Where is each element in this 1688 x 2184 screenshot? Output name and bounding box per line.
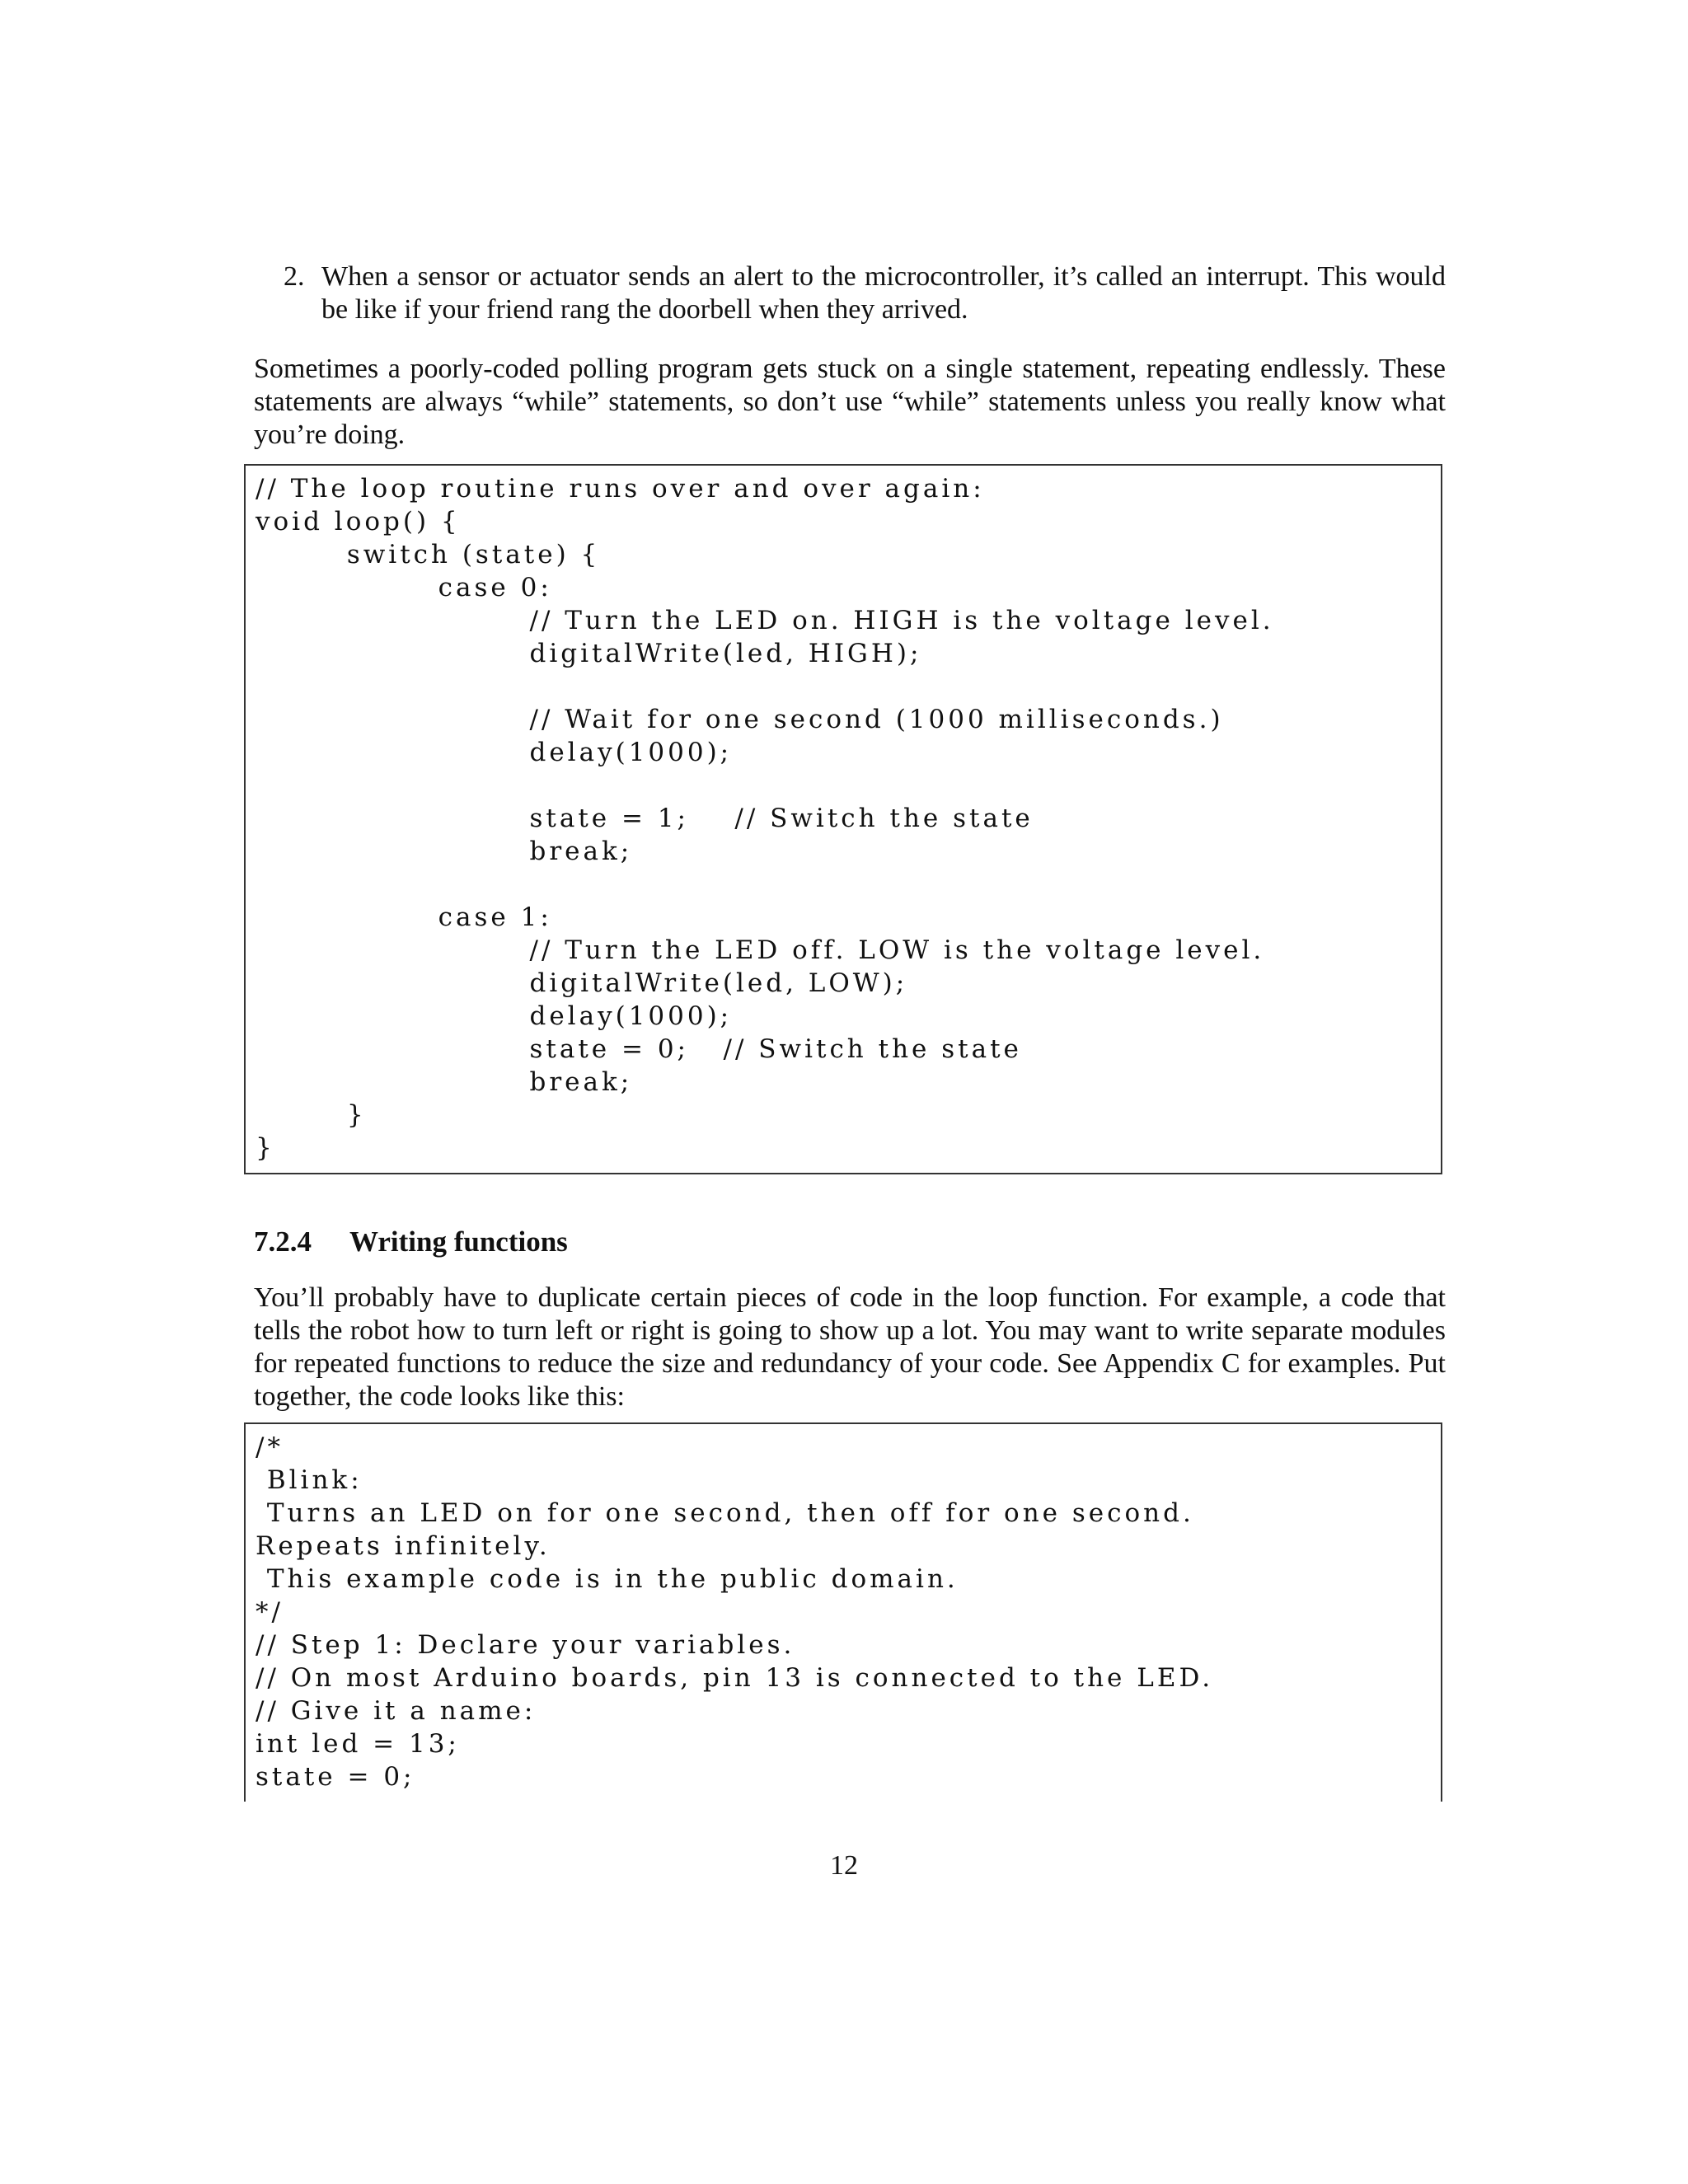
paragraph-writing-functions: You’ll probably have to duplicate certain pieces of code in the loop function. For example, a code that tells the robot how to turn left or right is going to show up a lot. You may want to write separate modules for repeated functions to reduce the size and redundancy of your code. See Appendix C for examples. Put together, the code looks like this:: [254, 1282, 1446, 1412]
code-block-blink: [244, 1422, 1442, 1802]
code-line: delay(1000);: [256, 1001, 733, 1031]
code-line: Repeats infinitely.: [256, 1531, 551, 1561]
code-line: case 1:: [256, 902, 552, 932]
code-line: break;: [256, 837, 633, 866]
code-line: // Turn the LED off. LOW is the voltage level.: [256, 935, 1265, 965]
code-line: Turns an LED on for one second, then off for one second.: [256, 1498, 1194, 1528]
code-line: // Give it a name:: [256, 1696, 537, 1726]
code-line: switch (state) {: [256, 540, 601, 569]
code-line: // Step 1: Declare your variables.: [256, 1630, 795, 1660]
code-line: /*: [256, 1432, 284, 1462]
page-number: 12: [830, 1850, 858, 1881]
list-item-number: 2.: [284, 261, 305, 292]
code-line: Blink:: [256, 1465, 363, 1495]
code-lines: [256, 472, 1274, 1165]
code-block-loop: [244, 464, 1442, 1174]
code-line: */: [256, 1597, 284, 1627]
code-line: state = 0; // Switch the state: [256, 1034, 1022, 1064]
code-line: state = 0;: [256, 1762, 415, 1792]
code-line: int led = 13;: [256, 1729, 460, 1759]
section-heading: [254, 1226, 568, 1258]
paragraph-polling-warning: Sometimes a poorly-coded polling program gets stuck on a single statement, repeating endlessly. These statements are always “while” statements, so don’t use “while” statements unless you really know what you’re doing.: [254, 354, 1446, 450]
code-line: // On most Arduino boards, pin 13 is connected to the LED.: [256, 1663, 1214, 1693]
code-line: // Wait for one second (1000 milliseconds.): [256, 705, 1224, 734]
code-line: [256, 670, 1274, 703]
code-line: This example code is in the public domain.: [256, 1564, 959, 1594]
code-line: void loop() {: [256, 507, 461, 537]
code-line: case 0:: [256, 573, 552, 602]
code-line: // Turn the LED on. HIGH is the voltage level.: [256, 606, 1274, 635]
section-number: 7.2.4: [254, 1226, 312, 1258]
section-title: Writing functions: [349, 1226, 568, 1258]
code-line: digitalWrite(led, HIGH);: [256, 639, 922, 668]
numbered-list-item: [284, 260, 1446, 326]
code-line: [256, 868, 1274, 901]
code-line: break;: [256, 1067, 633, 1097]
code-line: // The loop routine runs over and over again:: [256, 474, 985, 504]
code-line: }: [256, 1100, 367, 1130]
code-line: }: [256, 1133, 275, 1163]
code-lines: [256, 1431, 1213, 1793]
code-line: state = 1; // Switch the state: [256, 804, 1034, 833]
code-line: digitalWrite(led, LOW);: [256, 968, 908, 998]
code-line: delay(1000);: [256, 738, 733, 767]
code-line: [256, 769, 1274, 802]
list-item-text: When a sensor or actuator sends an alert to the microcontroller, it’s called an interrupt. This would be like if your friend rang the doorbell when they arrived.: [321, 261, 1446, 325]
